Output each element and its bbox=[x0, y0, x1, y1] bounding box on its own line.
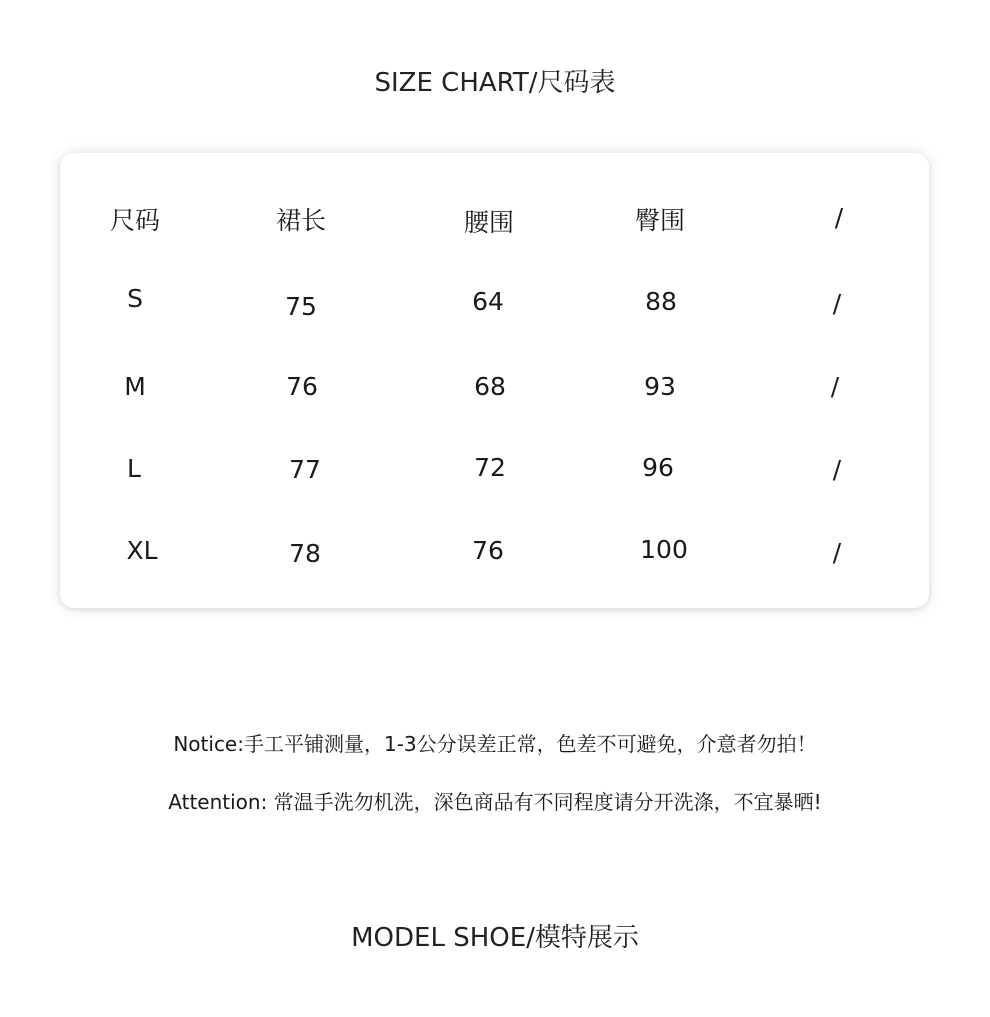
size-chart-title: SIZE CHART/尺码表 bbox=[374, 68, 616, 98]
header-hip: 臀围 bbox=[634, 206, 686, 235]
cell-extra: / bbox=[832, 538, 842, 567]
cell-hip: 88 bbox=[645, 287, 677, 316]
attention-text: Attention: 常温手洗勿机洗，深色商品有不同程度请分开洗涤，不宜暴晒! bbox=[168, 790, 822, 814]
cell-waist: 72 bbox=[474, 453, 506, 482]
cell-hip: 93 bbox=[644, 372, 676, 401]
header-length: 裙长 bbox=[275, 206, 327, 235]
notice-text: Notice:手工平铺测量，1-3公分误差正常，色差不可避免，介意者勿拍！ bbox=[173, 732, 817, 756]
cell-waist: 64 bbox=[472, 287, 504, 316]
header-waist: 腰围 bbox=[463, 208, 515, 237]
header-size: 尺码 bbox=[109, 206, 161, 235]
cell-hip: 100 bbox=[640, 535, 688, 564]
cell-waist: 76 bbox=[472, 536, 504, 565]
cell-extra: / bbox=[832, 455, 842, 484]
cell-length: 76 bbox=[286, 372, 318, 401]
cell-waist: 68 bbox=[474, 372, 506, 401]
cell-size: M bbox=[124, 372, 146, 401]
cell-length: 78 bbox=[289, 539, 321, 568]
header-extra: / bbox=[834, 203, 844, 232]
cell-size: S bbox=[127, 284, 143, 313]
cell-size: L bbox=[127, 454, 141, 483]
cell-extra: / bbox=[832, 289, 842, 318]
cell-size: XL bbox=[126, 536, 158, 565]
size-chart-table bbox=[60, 153, 929, 608]
cell-extra: / bbox=[830, 372, 840, 401]
model-section-title: MODEL SHOE/模特展示 bbox=[351, 923, 639, 953]
cell-length: 75 bbox=[285, 292, 317, 321]
cell-length: 77 bbox=[289, 455, 321, 484]
cell-hip: 96 bbox=[642, 453, 674, 482]
